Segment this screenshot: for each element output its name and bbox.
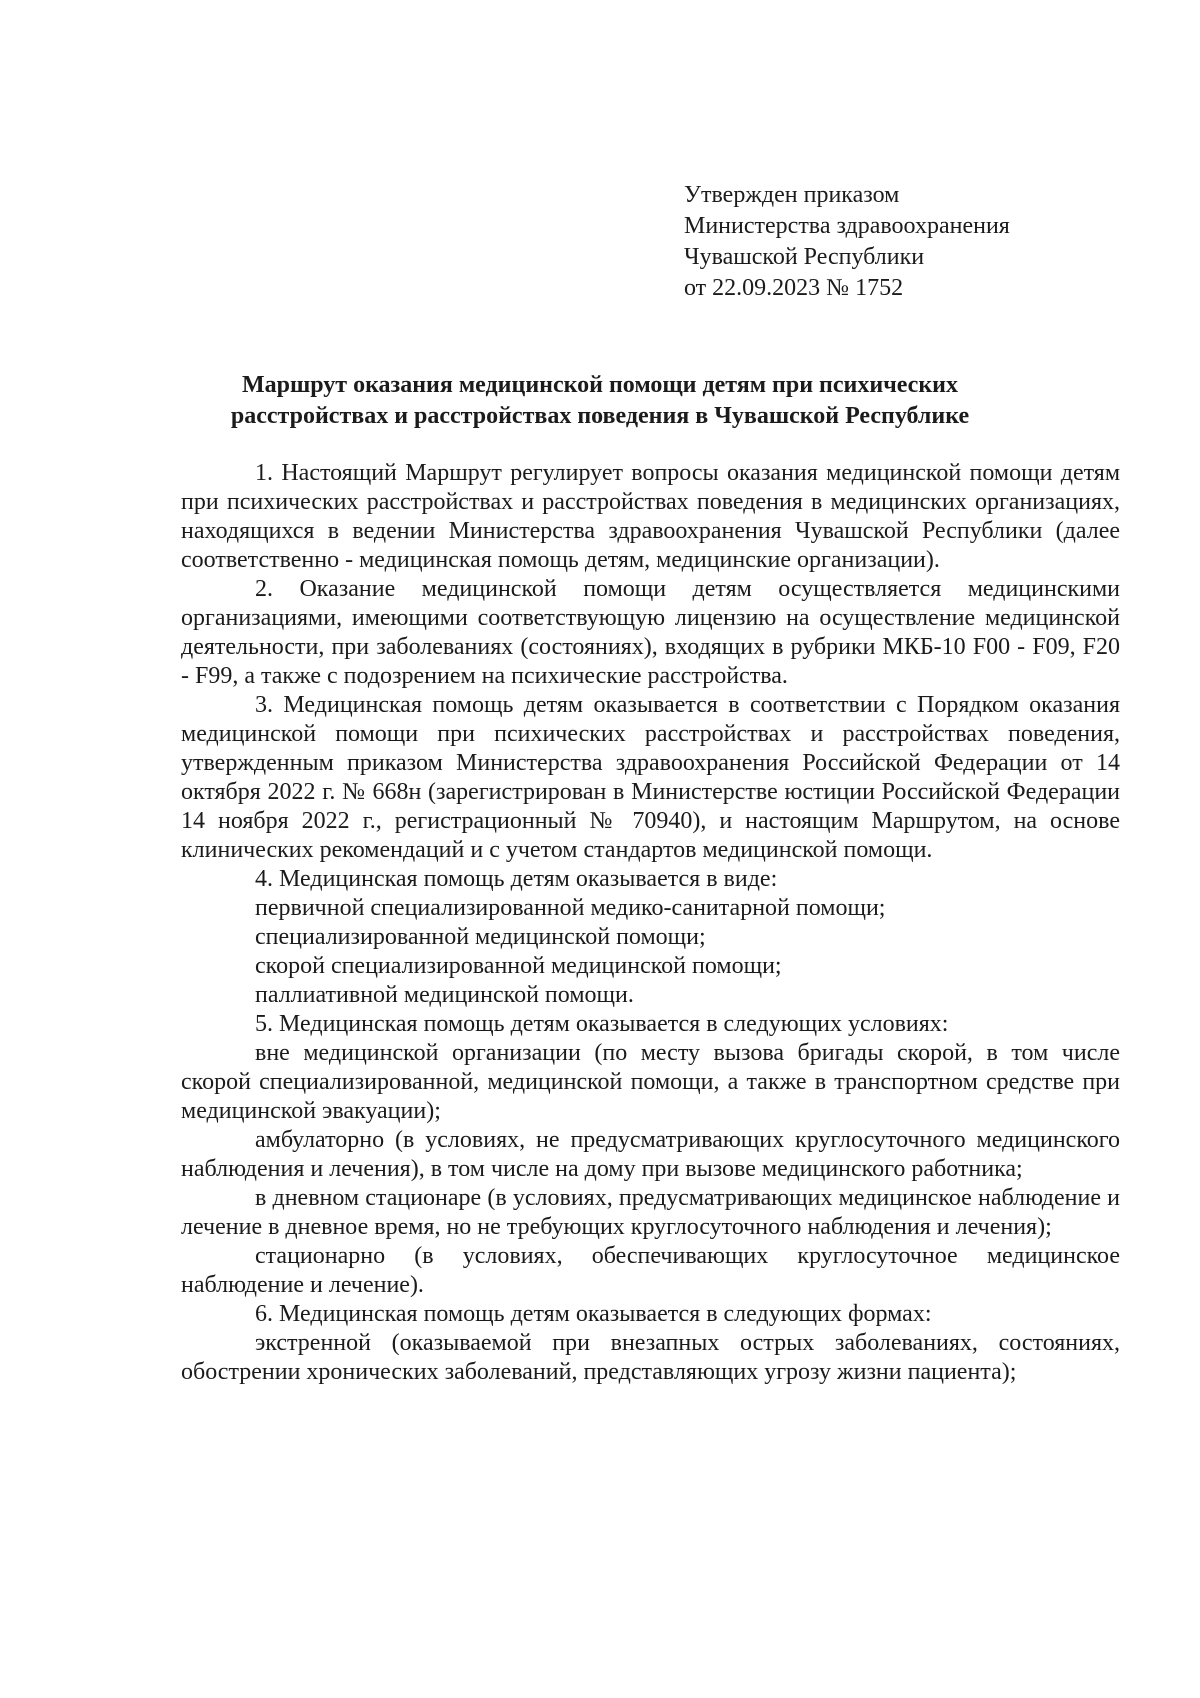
paragraph-1: 1. Настоящий Маршрут регулирует вопросы оказания медицинской помощи детям при психических расстройствах и расстройствах поведения в медицинских организациях, находящихся в ведении Министерства здравоохранения Чувашской Республики (далее соответственно - медицинская помощь детям, медицинские организации).: [181, 460, 1120, 573]
paragraph-5: 5. Медицинская помощь детям оказывается в следующих условиях:: [255, 1011, 949, 1037]
list-item-care-type: скорой специализированной медицинской помощи;: [255, 953, 782, 979]
approval-line-2: Министерства здравоохранения: [684, 213, 1010, 239]
title-line-2: расстройствах и расстройствах поведения в Чувашской Республике: [230, 403, 970, 429]
paragraph-4: 4. Медицинская помощь детям оказывается в виде:: [255, 866, 778, 892]
list-item-care-type: специализированной медицинской помощи;: [255, 924, 706, 950]
list-item-condition: вне медицинской организации (по месту вызова бригады скорой, в том числе скорой специализированной, медицинской помощи, а также в транспортном средстве при медицинской эвакуации);: [181, 1040, 1120, 1124]
paragraph-2: 2. Оказание медицинской помощи детям осуществляется медицинскими организациями, имеющими соответствующую лицензию на осуществление медицинской деятельности, при заболеваниях (состояниях), входящих в рубрики МКБ-10 F00 - F09, F20 - F99, а также с подозрением на психические расстройства.: [181, 576, 1120, 689]
list-item-condition: амбулаторно (в условиях, не предусматривающих круглосуточного медицинского наблюдения и лечения), в том числе на дому при вызове медицинского работника;: [181, 1127, 1120, 1182]
list-item-condition: в дневном стационаре (в условиях, предусматривающих медицинское наблюдение и лечение в дневное время, но не требующих круглосуточного наблюдения и лечения);: [181, 1185, 1120, 1240]
approval-line-3: Чувашской Республики: [684, 244, 925, 270]
approval-stamp: [684, 180, 1010, 304]
list-item-care-type: паллиативной медицинской помощи.: [255, 982, 634, 1008]
document-body: [181, 459, 1120, 1387]
paragraph-3: 3. Медицинская помощь детям оказывается в соответствии с Порядком оказания медицинской помощи при психических расстройствах и расстройствах поведения, утвержденным приказом Министерства здравоохранения Российской Федерации от 14 октября 2022 г. № 668н (зарегистрирован в Министерстве юстиции Российской Федерации 14 ноября 2022 г., регистрационный № 70940), и настоящим Маршрутом, на основе клинических рекомендаций и с учетом стандартов медицинской помощи.: [181, 692, 1120, 863]
list-item-care-type: первичной специализированной медико-санитарной помощи;: [255, 895, 886, 921]
paragraph-6: 6. Медицинская помощь детям оказывается в следующих формах:: [255, 1301, 932, 1327]
list-item-condition: стационарно (в условиях, обеспечивающих круглосуточное медицинское наблюдение и лечение).: [181, 1243, 1120, 1298]
document-title: [150, 370, 1050, 432]
list-item-form: экстренной (оказываемой при внезапных острых заболеваниях, состояниях, обострении хронических заболеваний, представляющих угрозу жизни пациента);: [181, 1330, 1120, 1385]
title-line-1: Маршрут оказания медицинской помощи детям при психических: [242, 372, 958, 398]
approval-line-4: от 22.09.2023 № 1752: [684, 275, 904, 301]
approval-line-1: Утвержден приказом: [684, 182, 900, 208]
